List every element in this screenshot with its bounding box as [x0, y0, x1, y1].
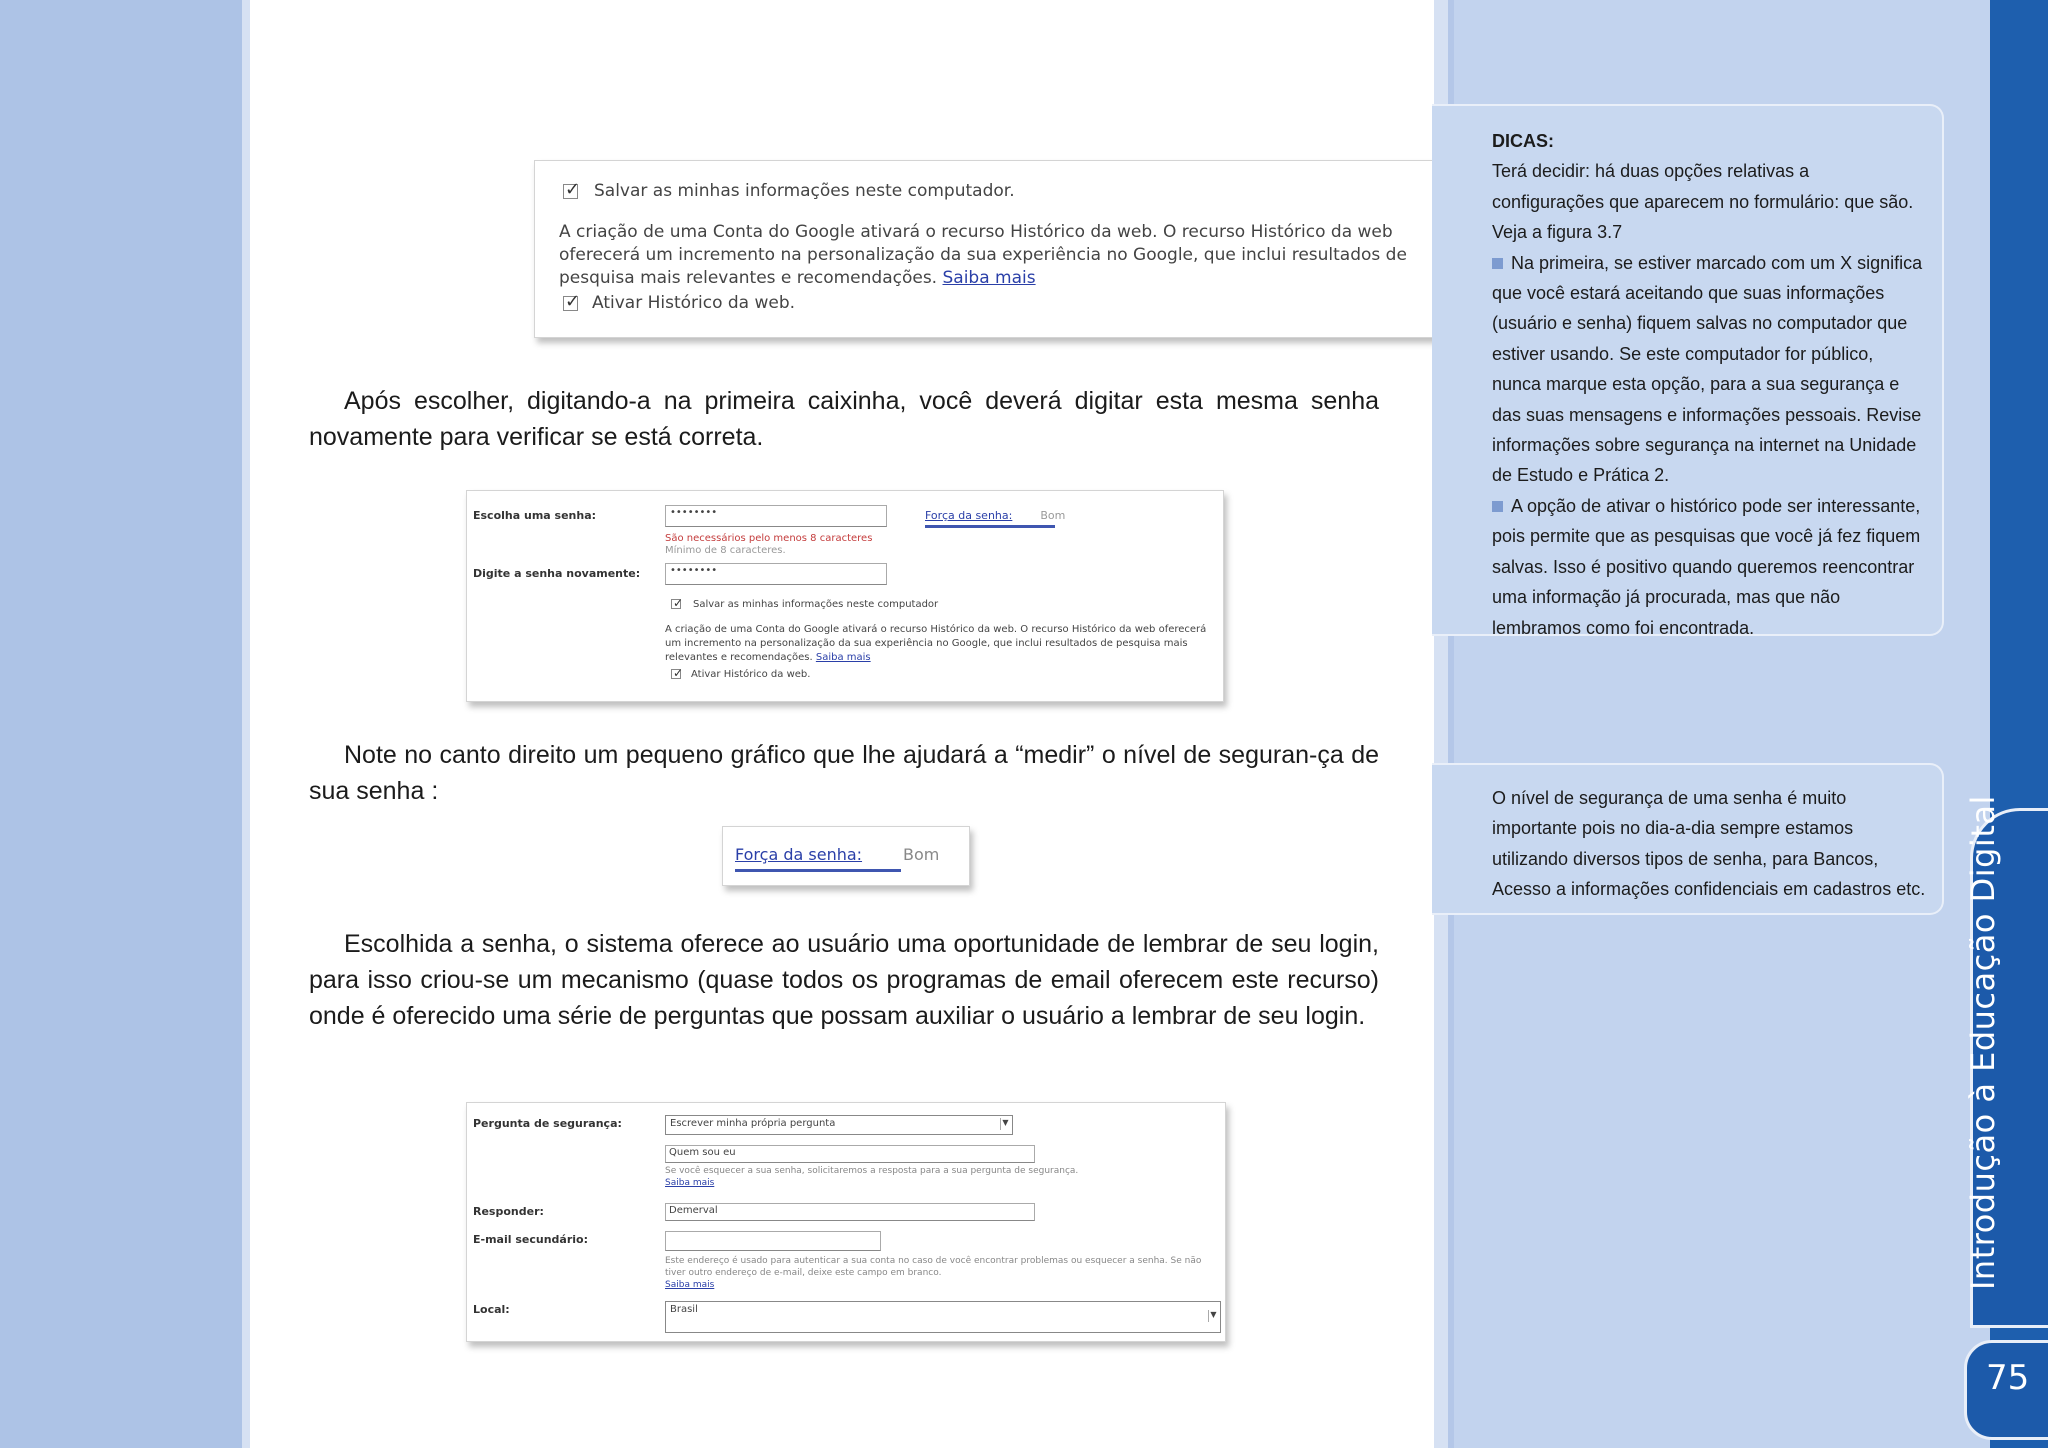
retype-password-label: Digite a senha novamente: [473, 567, 641, 580]
web-history-row: ✓Ativar Histórico da web. [671, 669, 810, 680]
paragraph-strength-meter: Note no canto direito um pequeno gráfico que lhe ajudará a “medir” o nível de seguran-ça de sua senha : [309, 741, 1379, 805]
secondary-email-help: Este endereço é usado para autenticar a sua conta no caso de você encontrar problemas ou esquecer a senha. Se não tiver outro endereço de e-mail, deixe este campo em branco. Saiba mais [665, 1256, 1202, 1290]
save-info-checkbox[interactable] [563, 184, 578, 199]
dropdown-arrow-icon: ▼ [1000, 1118, 1010, 1130]
password-input[interactable]: •••••••• [665, 505, 887, 527]
web-history-label: Ativar Histórico da web. [592, 293, 796, 313]
security-question-help: Se você esquecer a sua senha, solicitaremos a resposta para a sua pergunta de segurança. Saiba mais [665, 1166, 1079, 1188]
strength-link[interactable]: Força da senha: [925, 509, 1013, 522]
learn-more-link[interactable]: Saiba mais [942, 268, 1036, 288]
web-history-description: A criação de uma Conta do Google ativará o recurso Histórico da web. O recurso Histórico da web oferecerá um incremento na personalização da sua experiência no Google, que inclui resultados de pesquisa mais relevantes e recomendações. Saiba mais [559, 222, 1407, 288]
screenshot-password-form [466, 490, 1224, 702]
web-history-checkbox[interactable] [563, 296, 578, 311]
tips-intro: Terá decidir: há duas opções relativas a configurações que aparecem no formulário: que são. Veja a figura 3.7 [1492, 161, 1914, 243]
security-level-text: O nível de segurança de uma senha é muito importante pois no dia-a-dia sempre estamos utilizando diversos tipos de senha, para Bancos, Acesso a informações confidenciais em cadastros etc. [1492, 788, 1926, 900]
learn-more-link[interactable]: Saiba mais [815, 652, 871, 663]
security-question-select[interactable]: Escrever minha própria pergunta ▼ [665, 1115, 1013, 1135]
web-history-checkbox[interactable] [671, 669, 681, 679]
tips-bullet-save: Na primeira, se estiver marcado com um X significa que você estará aceitando que suas informações (usuário e senha) fiquem salvas no computador que estiver usando. Se este computador for público, nunca marque esta opção, para a sua segurança e das suas mensagens e informações pessoais. Revise informações sobre segurança na internet na Unidade de Estudo e Prática 2. [1492, 252, 1923, 486]
strength-value: Bom [903, 845, 940, 864]
password-strength [925, 509, 1065, 522]
strength-meter [735, 869, 901, 872]
location-label: Local: [473, 1303, 510, 1316]
tips-callout [1432, 104, 1944, 636]
security-level-callout [1432, 763, 1944, 915]
strength-link[interactable]: Força da senha: [735, 845, 863, 864]
screenshot-save-options [534, 160, 1468, 338]
paragraph-security-question: Escolhida a senha, o sistema oferece ao usuário uma oportunidade de lembrar de seu login, para isso criou-se um mecanismo (quase todos os programas de email oferecem este recurso) onde é oferecido uma série de perguntas que possam auxiliar o usuário a lembrar de seu login. [309, 930, 1379, 1030]
password-error: São necessários pelo menos 8 caracteres [665, 533, 873, 544]
left-margin [0, 0, 242, 1448]
tips-bullet-history: A opção de ativar o histórico pode ser interessante, pois permite que as pesquisas que você já fez fiquem salvas. Isso é positivo quando queremos reencontrar uma informação já procurada, mas que não lembramos como foi encontrada. [1492, 495, 1921, 638]
chapter-title: Introdução à Educação Digital [1964, 795, 2002, 1290]
screenshot-strength-meter [722, 826, 970, 886]
password-min-hint: Mínimo de 8 caracteres. [665, 545, 786, 556]
choose-password-label: Escolha uma senha: [473, 509, 597, 522]
left-margin-rule [242, 0, 250, 1448]
square-bullet-icon [1492, 501, 1503, 512]
save-info-checkbox[interactable] [671, 599, 681, 609]
own-question-input[interactable]: Quem sou eu [665, 1145, 1035, 1163]
save-info-row [563, 181, 1015, 201]
screenshot-security-question [466, 1102, 1226, 1342]
secondary-email-label: E-mail secundário: [473, 1233, 588, 1246]
strength-meter [925, 525, 1055, 528]
web-history-row [563, 293, 795, 313]
answer-label: Responder: [473, 1205, 544, 1218]
learn-more-link[interactable]: Saiba mais [665, 1280, 715, 1290]
secondary-email-input[interactable] [665, 1231, 881, 1251]
strength-value: Bom [1040, 509, 1066, 522]
save-info-label: Salvar as minhas informações neste computador. [594, 181, 1015, 201]
retype-password-input[interactable]: •••••••• [665, 563, 887, 585]
tips-title: DICAS: [1492, 131, 1554, 151]
security-question-label: Pergunta de segurança: [473, 1117, 622, 1130]
paragraph-retype-password: Após escolher, digitando-a na primeira caixinha, você deverá digitar esta mesma senha novamente para verificar se está correta. [309, 387, 1379, 451]
page-number: 75 [1986, 1358, 2030, 1398]
location-select[interactable]: Brasil ▼ [665, 1301, 1221, 1333]
answer-input[interactable]: Demerval [665, 1203, 1035, 1221]
dropdown-arrow-icon: ▼ [1208, 1310, 1218, 1322]
square-bullet-icon [1492, 258, 1503, 269]
learn-more-link[interactable]: Saiba mais [665, 1178, 715, 1188]
save-info-row: ✓Salvar as minhas informações neste computador [671, 599, 938, 610]
web-history-description: A criação de uma Conta do Google ativará o recurso Histórico da web. O recurso Histórico da web oferecerá um incremento na personalização da sua experiência no Google, que inclui resultados de pesquisa mais relevantes e recomendações. Saiba mais [665, 624, 1207, 663]
